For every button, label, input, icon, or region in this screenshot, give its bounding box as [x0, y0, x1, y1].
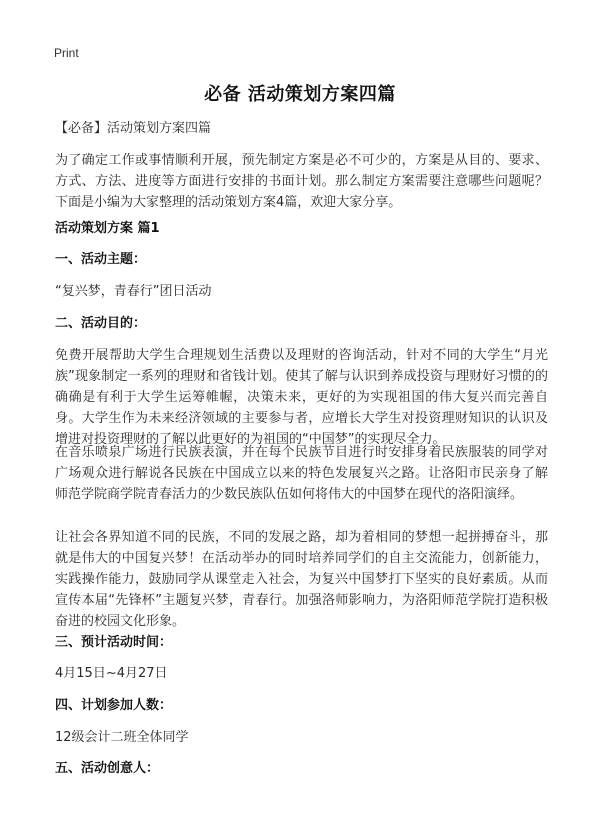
print-label: Print: [54, 46, 79, 60]
purpose-paragraph-1: 免费开展帮助大学生合理规划生活费以及理财的咨询活动，针对不同的大学生“月光族”现象制定一系列的理财和省钱计划。使其了解与认识到养成投资与理财好习惯的的确确是有利于大学生运筹帷幄，决策未来，更好的为实现祖国的伟大复兴而完善自身。大学生作为未来经济领域的主要参与者，应增长大学生对投资理财知识的认识及增进对投资理财的了解以此更好的为祖国的“中国梦”的实现尽全力。: [55, 348, 548, 447]
subtitle-line: 【必备】活动策划方案四篇: [55, 121, 212, 136]
heading-time: 三、预计活动时间：: [55, 635, 173, 650]
heading-purpose: 二、活动目的：: [55, 316, 147, 331]
time-text: 4月15日~4月27日: [55, 666, 168, 681]
participants-text: 12级会计二班全体同学: [55, 730, 189, 745]
page-title: 必备 活动策划方案四篇: [204, 84, 396, 105]
heading-theme: 一、活动主题：: [55, 252, 147, 267]
section-title: 活动策划方案 篇1: [55, 221, 160, 236]
purpose-paragraph-2: 在音乐喷泉广场进行民族表演，并在每个民族节目进行时安排身着民族服装的同学对广场观众进行解说各民族在中国成立以来的特色发展复兴之路。让洛阳市民亲身了解师范学院商学院青春活力的少数民族队伍如何将伟大的中国梦在现代的洛阳演绎。: [55, 445, 548, 502]
theme-text: “复兴梦，青春行”团日活动: [55, 284, 212, 299]
intro-paragraph: 为了确定工作或事情顺利开展，预先制定方案是必不可少的，方案是从目的、要求、方式、方法、进度等方面进行安排的书面计划。那么制定方案需要注意哪些问题呢？下面是小编为大家整理的活动策划方案4篇，欢迎大家分享。: [55, 153, 548, 210]
heading-creator: 五、活动创意人：: [55, 761, 160, 776]
purpose-paragraph-3: 让社会各界知道不同的民族，不同的发展之路，却为着相同的梦想一起拼搏奋斗，那就是伟大的中国复兴梦！在活动举办的同时培养同学们的自主交流能力，创新能力，实践操作能力，鼓励同学从课堂走入社会，为复兴中国梦打下坚实的良好素质。从而宣传本届“先锋杯”主题复兴梦，青春行。加强洛师影响力，为洛阳师范学院打造积极奋进的校园文化形象。: [55, 530, 548, 629]
heading-participants: 四、计划参加人数：: [55, 698, 173, 713]
